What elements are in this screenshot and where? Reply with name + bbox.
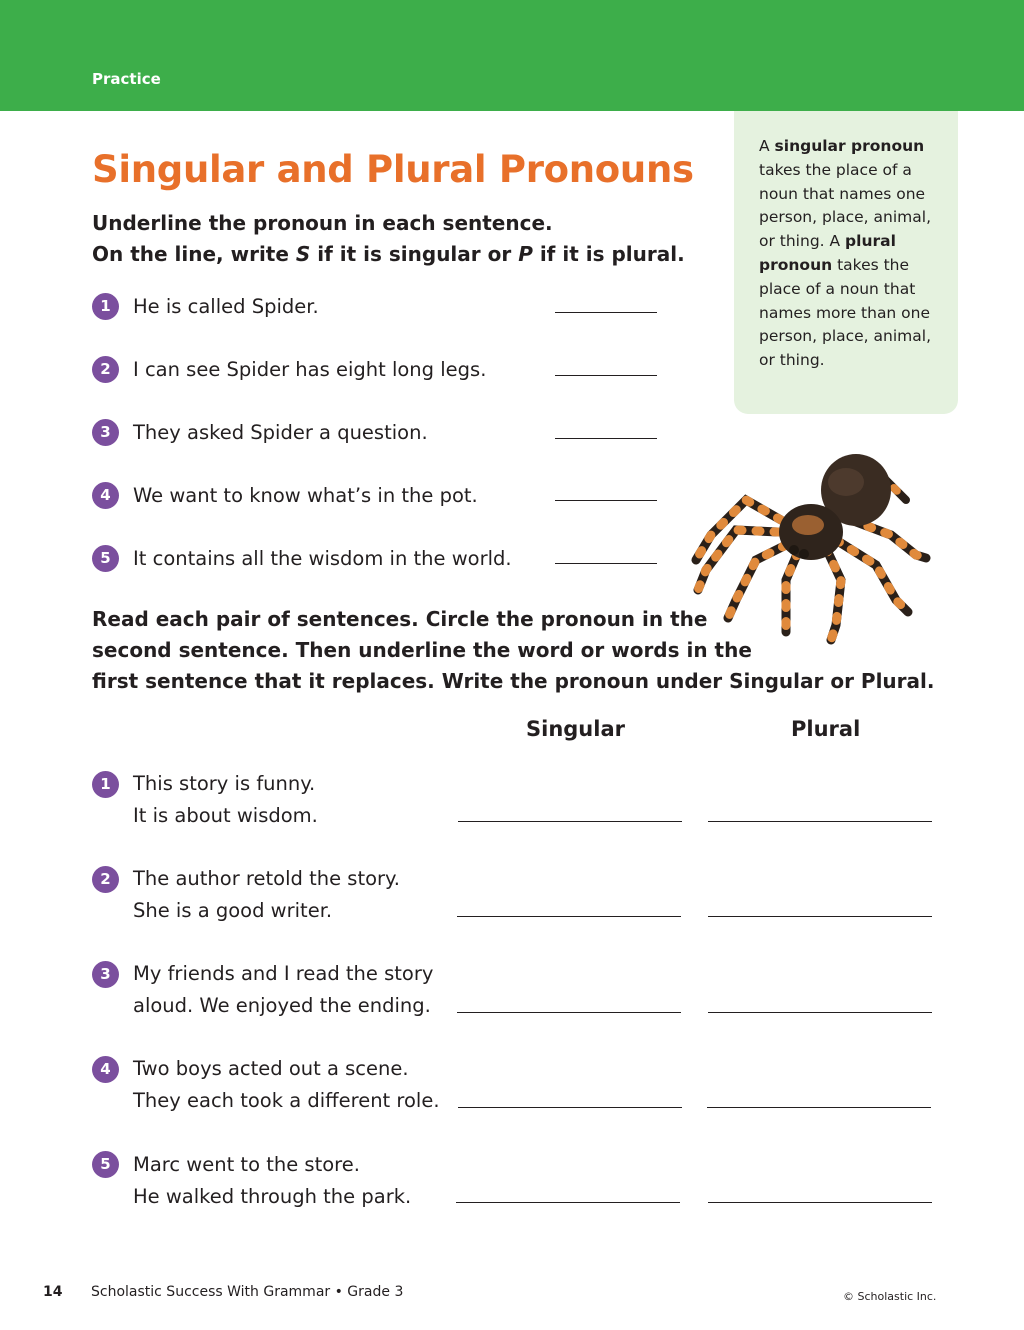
callout-term-plural: plural pronoun	[759, 232, 896, 274]
instruction-line: second sentence. Then underline the word or words in the	[92, 638, 752, 662]
part2-sentence-1: The author retold the story.	[133, 867, 400, 890]
item-number-badge: 2	[92, 356, 119, 383]
column-header-plural: Plural	[791, 717, 861, 741]
instruction-line: Underline the pronoun in each sentence.	[92, 211, 553, 235]
item-number-badge: 4	[92, 1056, 119, 1083]
header-bar	[0, 0, 1024, 111]
instruction-letter-p: P	[518, 242, 533, 266]
part1-sentence: We want to know what’s in the pot.	[133, 484, 478, 507]
singular-answer-line[interactable]	[458, 1107, 682, 1108]
column-header-singular: Singular	[526, 717, 625, 741]
answer-line[interactable]	[555, 500, 657, 501]
plural-answer-line[interactable]	[708, 1202, 932, 1203]
singular-answer-line[interactable]	[458, 821, 682, 822]
instruction-text: if it is singular or	[310, 242, 519, 266]
instruction-text: On the line, write	[92, 242, 296, 266]
book-title: Scholastic Success With Grammar • Grade 3	[91, 1284, 404, 1300]
part2-sentence-1: This story is funny.	[133, 772, 316, 795]
part2-sentence-2: They each took a different role.	[133, 1089, 440, 1112]
part1-sentence: He is called Spider.	[133, 295, 319, 318]
part1-sentence: They asked Spider a question.	[133, 421, 428, 444]
plural-answer-line[interactable]	[707, 1107, 931, 1108]
singular-answer-line[interactable]	[457, 1012, 681, 1013]
item-number-badge: 2	[92, 866, 119, 893]
part2-sentence-1: My friends and I read the story	[133, 962, 434, 985]
part2-sentence-2: aloud. We enjoyed the ending.	[133, 994, 431, 1017]
callout-text: A	[759, 137, 775, 155]
answer-line[interactable]	[555, 438, 657, 439]
item-number-badge: 5	[92, 545, 119, 572]
callout-term-singular: singular pronoun	[774, 137, 925, 155]
page-number: 14	[43, 1284, 63, 1300]
instruction-letter-s: S	[295, 242, 311, 266]
item-number-badge: 1	[92, 293, 119, 320]
item-number-badge: 4	[92, 482, 119, 509]
instruction-line: Read each pair of sentences. Circle the pronoun in the	[92, 607, 708, 631]
singular-answer-line[interactable]	[457, 916, 681, 917]
part1-sentence: It contains all the wisdom in the world.	[133, 547, 512, 570]
answer-line[interactable]	[555, 312, 657, 313]
item-number-badge: 5	[92, 1151, 119, 1178]
plural-answer-line[interactable]	[708, 821, 932, 822]
copyright: © Scholastic Inc.	[843, 1290, 937, 1303]
part2-sentence-2: He walked through the park.	[133, 1185, 412, 1208]
instructions-part2	[92, 604, 934, 697]
part2-sentence-1: Two boys acted out a scene.	[133, 1057, 409, 1080]
item-number-badge: 1	[92, 771, 119, 798]
part2-sentence-1: Marc went to the store.	[133, 1153, 360, 1176]
item-number-badge: 3	[92, 961, 119, 988]
plural-answer-line[interactable]	[708, 916, 932, 917]
part2-sentence-2: She is a good writer.	[133, 899, 333, 922]
plural-answer-line[interactable]	[708, 1012, 932, 1013]
page-title: Singular and Plural Pronouns	[92, 148, 694, 191]
part2-sentence-2: It is about wisdom.	[133, 804, 318, 827]
answer-line[interactable]	[555, 563, 657, 564]
callout-text: takes the place of a noun that names one person, place, animal, or thing. A	[759, 160, 931, 251]
instruction-line: first sentence that it replaces. Write the pronoun under Singular or Plural.	[92, 669, 935, 693]
answer-line[interactable]	[555, 375, 657, 376]
instruction-text: if it is plural.	[532, 242, 685, 266]
item-number-badge: 3	[92, 419, 119, 446]
instructions-part1	[92, 208, 685, 270]
definition-callout	[734, 111, 958, 414]
part1-sentence: I can see Spider has eight long legs.	[133, 358, 487, 381]
singular-answer-line[interactable]	[456, 1202, 680, 1203]
section-label: Practice	[92, 70, 161, 88]
callout-text: takes the place of a noun that names more than one person, place, animal, or thing.	[759, 255, 931, 370]
instruction-line	[92, 239, 685, 270]
